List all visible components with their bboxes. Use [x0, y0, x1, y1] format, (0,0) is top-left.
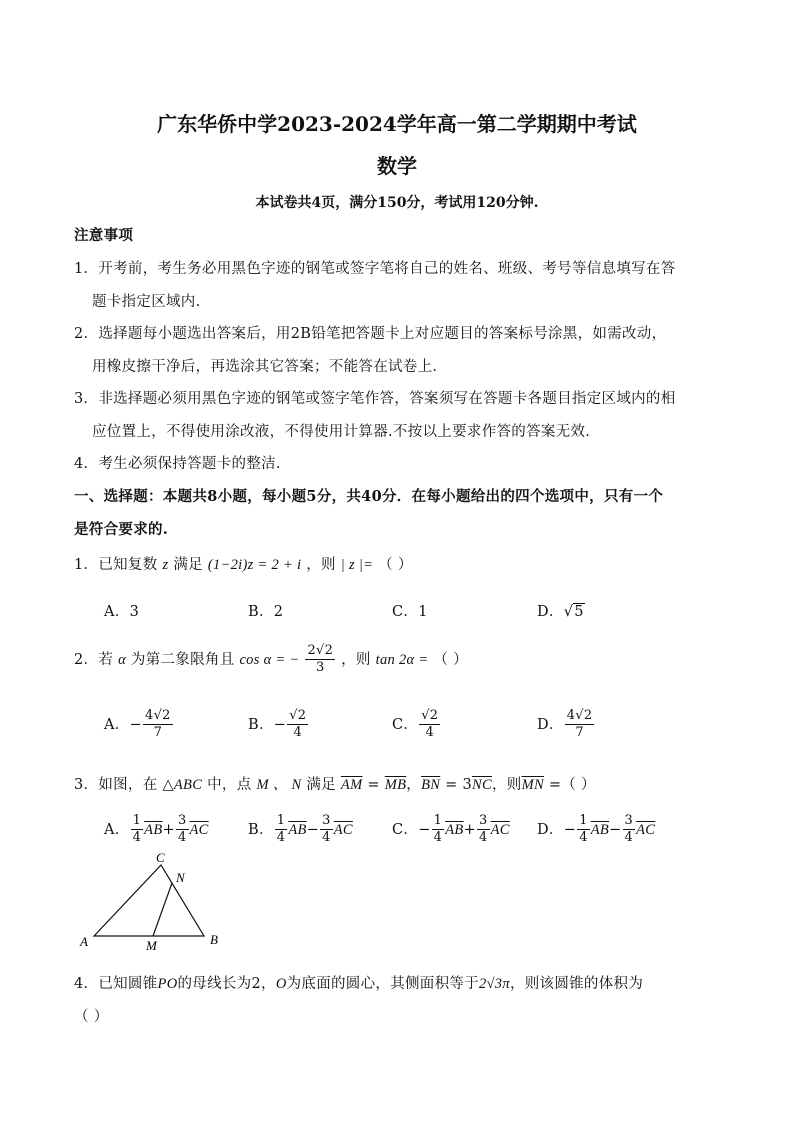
- numerator: √2: [419, 708, 440, 725]
- q3-option-b[interactable]: [248, 813, 353, 847]
- option-label: D．: [537, 716, 564, 733]
- q3-mid: 中，点: [207, 777, 252, 793]
- q1-abs: | z |=: [340, 557, 374, 573]
- triangle-figure: [74, 850, 234, 955]
- q2-fraction: [305, 643, 335, 677]
- numerator: 1: [432, 813, 445, 830]
- q3-eq1: =: [362, 777, 385, 793]
- exam-info: 本试卷共4页，满分150分，考试用120分钟.: [255, 195, 539, 211]
- vector-mb: $\overline{MB}$: [384, 777, 407, 793]
- coef-1: [131, 813, 144, 847]
- q2-alpha: α: [118, 651, 126, 668]
- denominator: 3: [316, 660, 325, 676]
- option-text: 3: [129, 604, 140, 620]
- note-3-line2: 应位置上，不得使用涂改液，不得使用计算器.不按以上要求作答的答案无效.: [92, 424, 591, 440]
- note-2-line2: 用橡皮擦干净后，再选涂其它答案；不能答在试卷上.: [92, 359, 438, 375]
- q1-z: z: [162, 557, 169, 573]
- q3-eq2: = 3: [440, 777, 473, 793]
- option-label: C．: [392, 821, 419, 838]
- coef-2: [623, 813, 636, 847]
- q1-then: ，则: [306, 557, 336, 573]
- denominator: 4: [579, 830, 588, 846]
- label-m: M: [146, 938, 157, 953]
- numerator: 1: [275, 813, 288, 830]
- q4-area: 2√3π: [479, 976, 510, 992]
- q4-sep: ，: [261, 976, 276, 992]
- q2-cos: cos α = −: [239, 651, 300, 668]
- option-label: B．: [248, 821, 274, 838]
- option-label: C．: [392, 716, 419, 733]
- denominator: 4: [132, 830, 142, 846]
- sign-1: −: [563, 821, 577, 838]
- numerator: 3: [176, 813, 189, 830]
- denominator: 7: [153, 725, 163, 741]
- option-text: 5: [574, 604, 584, 620]
- q2-tan: tan 2α =: [375, 651, 429, 668]
- option-label: A．: [104, 604, 130, 620]
- notes-heading: 注意事项: [74, 227, 134, 244]
- denominator: 4: [433, 830, 443, 846]
- option-label: D．: [537, 821, 564, 838]
- q3-points: M 、 N: [256, 777, 302, 793]
- q1-option-a[interactable]: [104, 600, 139, 621]
- numerator: 3: [320, 813, 333, 830]
- denominator: 4: [276, 830, 286, 846]
- option-fraction: [565, 708, 595, 742]
- note-2-line1: 2．选择题每小题选出答案后，用2B铅笔把答题卡上对应题目的答案标号涂黑，如需改动，: [74, 326, 667, 342]
- q3-triangle: △ABC: [162, 777, 203, 793]
- note-3-line1: 3．非选择题必须用黑色字迹的钢笔或签字笔作答，答案须写在答题卡各题目指定区域内的相: [74, 391, 676, 407]
- sign-1: −: [418, 821, 431, 838]
- q3-then: ，则: [491, 777, 522, 793]
- vector-ac: $\overline{AC}$: [333, 821, 353, 838]
- option-label: B．: [248, 716, 274, 733]
- q3-option-a[interactable]: [104, 813, 209, 847]
- denominator: 4: [425, 725, 435, 741]
- option-sign: −: [273, 716, 287, 733]
- q2-option-b[interactable]: [248, 708, 309, 742]
- coef-2: [477, 813, 490, 847]
- coef-2: [176, 813, 189, 847]
- q2-option-d[interactable]: [537, 708, 595, 742]
- coef-2: [320, 813, 333, 847]
- q2-then: ，则: [341, 651, 371, 668]
- coef-1: [275, 813, 288, 847]
- numerator: 4√2: [143, 708, 173, 725]
- q2-option-a[interactable]: [104, 708, 174, 742]
- option-fraction: [287, 708, 308, 742]
- sign-2: −: [306, 821, 320, 838]
- vector-ac: $\overline{AC}$: [490, 821, 510, 838]
- sign-2: +: [463, 821, 477, 838]
- question-1-stem: [74, 553, 413, 574]
- q4-mid1: 的母线长为: [177, 976, 252, 992]
- q2-mid: 为第二象限角且: [130, 651, 235, 668]
- numerator: 3: [477, 813, 490, 830]
- option-text: 2: [273, 604, 284, 620]
- numerator: 1: [131, 813, 144, 830]
- q3-tail: =（ ）: [543, 777, 596, 793]
- note-1-line2: 题卡指定区域内.: [92, 294, 201, 310]
- vector-nc: $\overline{NC}$: [472, 777, 492, 793]
- q4-mid2: 为底面的圆心，其侧面积等于: [286, 976, 479, 992]
- vector-ac: $\overline{AC}$: [636, 821, 656, 838]
- coef-1: [577, 813, 590, 847]
- sqrt-symbol: √: [563, 604, 574, 620]
- triangle-abc: [94, 865, 204, 936]
- q4-po: PO: [157, 976, 178, 992]
- denominator: 4: [177, 830, 187, 846]
- option-sign: −: [129, 716, 143, 733]
- vector-ac: $\overline{AC}$: [189, 821, 209, 838]
- option-label: A．: [104, 716, 130, 733]
- denominator: 7: [575, 725, 584, 741]
- subject-title: 数学: [377, 154, 417, 178]
- note-1-line1: 1．开考前，考生务必用黑色字迹的钢笔或签字笔将自己的姓名、班级、考号等信息填写在答: [74, 261, 676, 277]
- q1-option-d[interactable]: [537, 600, 585, 621]
- q4-two: 2: [251, 976, 261, 992]
- question-2-stem: [74, 643, 468, 677]
- option-label: C．: [392, 604, 419, 620]
- numerator: 4√2: [565, 708, 595, 725]
- q2-option-c[interactable]: [392, 708, 441, 742]
- vector-ab: $\overline{AB}$: [144, 821, 163, 838]
- denominator: 4: [293, 725, 303, 741]
- numerator: 3: [623, 813, 636, 830]
- option-label: A．: [104, 821, 130, 838]
- q2-pre: 2．若: [74, 651, 114, 668]
- q1-mid: 满足: [173, 557, 203, 573]
- vector-mn: $\overline{MN}$: [521, 777, 544, 793]
- q3-cond: 满足: [306, 777, 336, 793]
- denominator: 4: [624, 830, 634, 846]
- question-4-stem: [74, 972, 643, 993]
- vector-ab: $\overline{AB}$: [445, 821, 464, 838]
- numerator: 1: [577, 813, 590, 830]
- vector-am: $\overline{AM}$: [340, 777, 363, 793]
- vector-ab: $\overline{AB}$: [288, 821, 307, 838]
- sign-2: +: [162, 821, 175, 838]
- option-label: B．: [248, 604, 274, 620]
- q1-equation: (1−2i)z = 2 + i: [207, 557, 302, 573]
- vector-ab: $\overline{AB}$: [590, 821, 610, 838]
- q3-option-c[interactable]: [392, 813, 510, 847]
- section1-line2: 是符合要求的.: [74, 521, 169, 538]
- numerator: 2√2: [305, 643, 335, 660]
- q4-paren: （ ）: [74, 1009, 109, 1025]
- segment-mn: [153, 883, 172, 936]
- coef-1: [432, 813, 445, 847]
- q4-pre: 4．已知圆锥: [74, 976, 158, 992]
- denominator: 4: [479, 830, 488, 846]
- q1-pre: 1．已知复数: [74, 557, 158, 573]
- q1-option-c[interactable]: [392, 600, 428, 621]
- sign-2: −: [609, 821, 622, 838]
- q4-o: O: [275, 976, 287, 992]
- q2-paren: （ ）: [433, 651, 468, 668]
- q3-option-d[interactable]: [537, 813, 655, 847]
- option-label: D．: [537, 604, 564, 620]
- denominator: 4: [322, 830, 331, 846]
- label-c: C: [156, 850, 165, 865]
- note-4-line1: 4．考生必须保持答题卡的整洁.: [74, 456, 281, 472]
- q3-pre: 3．如图，在: [74, 777, 158, 793]
- q4-tail: ，则该圆锥的体积为: [509, 976, 644, 992]
- vector-bn: $\overline{BN}$: [421, 777, 441, 793]
- numerator: √2: [287, 708, 308, 725]
- label-a: A: [80, 934, 88, 949]
- q1-option-b[interactable]: [248, 600, 283, 621]
- option-text: 1: [418, 604, 428, 620]
- q1-paren: （ ）: [378, 557, 413, 573]
- q3-sep: ，: [406, 777, 422, 793]
- question-3-stem: [74, 773, 596, 794]
- label-b: B: [210, 932, 218, 947]
- label-n: N: [176, 870, 185, 885]
- option-fraction: [143, 708, 173, 742]
- section1-line1: 一、选择题：本题共8小题，每小题5分，共40分．在每小题给出的四个选项中，只有一个: [74, 488, 664, 505]
- exam-title: 广东华侨中学2023-2024学年高一第二学期期中考试: [157, 112, 637, 136]
- option-fraction: [419, 708, 440, 742]
